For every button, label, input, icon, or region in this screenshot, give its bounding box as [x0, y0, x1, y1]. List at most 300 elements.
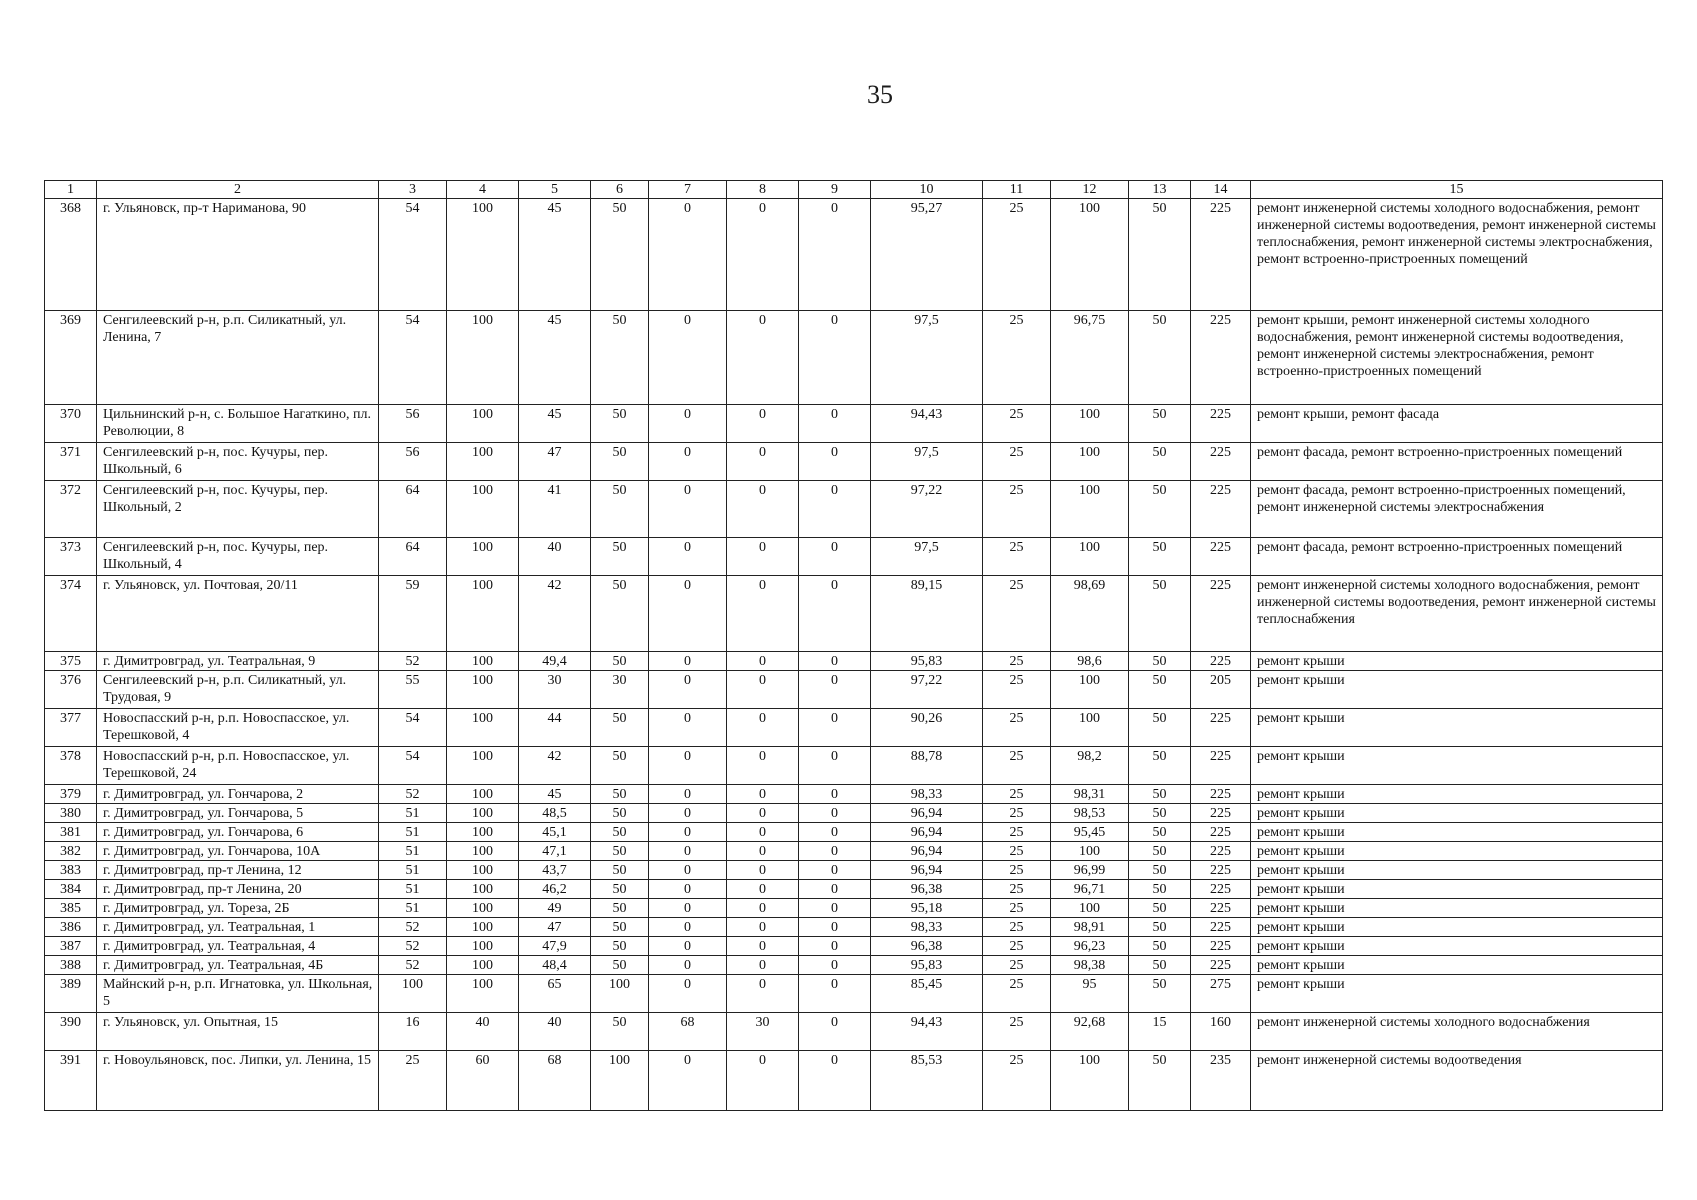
table-row — [45, 1051, 1663, 1111]
cell-col-13: 50 — [1129, 311, 1191, 405]
table-row — [45, 709, 1663, 747]
cell-col-5: 47 — [519, 443, 591, 481]
cell-col-4: 100 — [447, 311, 519, 405]
cell-col-6: 50 — [591, 311, 649, 405]
cell-col-9: 0 — [799, 709, 871, 747]
cell-row-number: 374 — [45, 576, 97, 652]
column-header-2: 2 — [97, 181, 379, 199]
cell-col-12: 100 — [1051, 709, 1129, 747]
cell-col-10: 95,83 — [871, 652, 983, 671]
cell-col-9: 0 — [799, 671, 871, 709]
cell-col-14: 225 — [1191, 937, 1251, 956]
table-row — [45, 842, 1663, 861]
cell-col-4: 100 — [447, 785, 519, 804]
cell-col-14: 225 — [1191, 709, 1251, 747]
table-row — [45, 671, 1663, 709]
cell-col-4: 100 — [447, 937, 519, 956]
cell-col-8: 0 — [727, 576, 799, 652]
cell-work-types: ремонт крыши — [1251, 652, 1663, 671]
cell-col-4: 100 — [447, 405, 519, 443]
cell-col-10: 97,5 — [871, 443, 983, 481]
cell-col-12: 100 — [1051, 405, 1129, 443]
cell-col-4: 100 — [447, 652, 519, 671]
cell-col-12: 95 — [1051, 975, 1129, 1013]
cell-address: г. Ульяновск, ул. Опытная, 15 — [97, 1013, 379, 1051]
cell-col-8: 30 — [727, 1013, 799, 1051]
cell-col-3: 64 — [379, 538, 447, 576]
cell-col-4: 100 — [447, 671, 519, 709]
cell-col-10: 96,38 — [871, 937, 983, 956]
table-row — [45, 1013, 1663, 1051]
cell-col-13: 15 — [1129, 1013, 1191, 1051]
cell-col-14: 225 — [1191, 842, 1251, 861]
cell-col-9: 0 — [799, 311, 871, 405]
cell-col-7: 0 — [649, 199, 727, 311]
cell-col-6: 50 — [591, 1013, 649, 1051]
cell-col-7: 0 — [649, 842, 727, 861]
cell-col-12: 100 — [1051, 443, 1129, 481]
cell-col-3: 54 — [379, 311, 447, 405]
cell-col-9: 0 — [799, 747, 871, 785]
cell-work-types: ремонт крыши — [1251, 975, 1663, 1013]
cell-col-5: 49 — [519, 899, 591, 918]
cell-address: Сенгилеевский р-н, пос. Кучуры, пер. Школьный, 2 — [97, 481, 379, 538]
column-header-5: 5 — [519, 181, 591, 199]
cell-row-number: 389 — [45, 975, 97, 1013]
column-header-3: 3 — [379, 181, 447, 199]
cell-work-types: ремонт крыши — [1251, 804, 1663, 823]
cell-col-3: 51 — [379, 823, 447, 842]
cell-col-9: 0 — [799, 538, 871, 576]
cell-col-10: 96,94 — [871, 804, 983, 823]
cell-work-types: ремонт крыши — [1251, 918, 1663, 937]
cell-col-5: 41 — [519, 481, 591, 538]
cell-col-8: 0 — [727, 199, 799, 311]
cell-col-14: 160 — [1191, 1013, 1251, 1051]
table-row — [45, 956, 1663, 975]
cell-col-13: 50 — [1129, 405, 1191, 443]
column-header-9: 9 — [799, 181, 871, 199]
cell-row-number: 368 — [45, 199, 97, 311]
cell-address: Новоспасский р-н, р.п. Новоспасское, ул. Терешковой, 4 — [97, 709, 379, 747]
cell-col-13: 50 — [1129, 823, 1191, 842]
cell-col-3: 16 — [379, 1013, 447, 1051]
cell-col-11: 25 — [983, 443, 1051, 481]
cell-row-number: 379 — [45, 785, 97, 804]
cell-work-types: ремонт крыши — [1251, 785, 1663, 804]
cell-col-13: 50 — [1129, 842, 1191, 861]
cell-col-9: 0 — [799, 937, 871, 956]
cell-col-8: 0 — [727, 709, 799, 747]
column-header-4: 4 — [447, 181, 519, 199]
cell-col-14: 225 — [1191, 747, 1251, 785]
table-container — [44, 180, 1663, 1111]
cell-col-9: 0 — [799, 823, 871, 842]
cell-address: Сенгилеевский р-н, пос. Кучуры, пер. Школьный, 6 — [97, 443, 379, 481]
cell-col-3: 54 — [379, 709, 447, 747]
cell-col-7: 0 — [649, 311, 727, 405]
cell-col-5: 45 — [519, 199, 591, 311]
cell-col-14: 225 — [1191, 804, 1251, 823]
cell-col-10: 97,22 — [871, 671, 983, 709]
cell-col-3: 51 — [379, 804, 447, 823]
cell-row-number: 388 — [45, 956, 97, 975]
table-row — [45, 405, 1663, 443]
table-header — [45, 181, 1663, 199]
cell-row-number: 375 — [45, 652, 97, 671]
cell-col-14: 225 — [1191, 311, 1251, 405]
cell-col-11: 25 — [983, 747, 1051, 785]
cell-col-11: 25 — [983, 311, 1051, 405]
cell-col-11: 25 — [983, 405, 1051, 443]
cell-col-4: 100 — [447, 576, 519, 652]
cell-col-4: 100 — [447, 823, 519, 842]
cell-col-10: 85,53 — [871, 1051, 983, 1111]
cell-col-5: 45 — [519, 405, 591, 443]
cell-row-number: 391 — [45, 1051, 97, 1111]
cell-col-4: 100 — [447, 899, 519, 918]
cell-col-14: 225 — [1191, 443, 1251, 481]
cell-col-7: 0 — [649, 538, 727, 576]
cell-col-13: 50 — [1129, 199, 1191, 311]
cell-col-4: 100 — [447, 842, 519, 861]
cell-col-8: 0 — [727, 956, 799, 975]
cell-col-8: 0 — [727, 538, 799, 576]
cell-col-8: 0 — [727, 747, 799, 785]
cell-address: г. Новоульяновск, пос. Липки, ул. Ленина, 15 — [97, 1051, 379, 1111]
cell-col-10: 96,94 — [871, 842, 983, 861]
cell-col-10: 96,94 — [871, 861, 983, 880]
cell-col-4: 100 — [447, 804, 519, 823]
cell-col-8: 0 — [727, 918, 799, 937]
cell-col-7: 0 — [649, 785, 727, 804]
cell-col-4: 100 — [447, 956, 519, 975]
cell-col-7: 68 — [649, 1013, 727, 1051]
cell-col-9: 0 — [799, 842, 871, 861]
cell-col-5: 46,2 — [519, 880, 591, 899]
cell-col-8: 0 — [727, 880, 799, 899]
cell-col-8: 0 — [727, 785, 799, 804]
cell-col-5: 49,4 — [519, 652, 591, 671]
cell-col-5: 47 — [519, 918, 591, 937]
cell-col-12: 98,53 — [1051, 804, 1129, 823]
cell-col-7: 0 — [649, 937, 727, 956]
cell-col-6: 50 — [591, 937, 649, 956]
cell-col-4: 40 — [447, 1013, 519, 1051]
cell-col-8: 0 — [727, 443, 799, 481]
cell-col-14: 225 — [1191, 199, 1251, 311]
cell-col-13: 50 — [1129, 576, 1191, 652]
column-header-11: 11 — [983, 181, 1051, 199]
cell-col-9: 0 — [799, 443, 871, 481]
cell-col-7: 0 — [649, 918, 727, 937]
table-body — [45, 199, 1663, 1111]
cell-col-9: 0 — [799, 899, 871, 918]
cell-work-types: ремонт крыши — [1251, 899, 1663, 918]
column-header-13: 13 — [1129, 181, 1191, 199]
cell-col-13: 50 — [1129, 975, 1191, 1013]
cell-work-types: ремонт крыши — [1251, 956, 1663, 975]
cell-col-13: 50 — [1129, 899, 1191, 918]
cell-work-types: ремонт инженерной системы водоотведения — [1251, 1051, 1663, 1111]
cell-col-13: 50 — [1129, 709, 1191, 747]
cell-col-11: 25 — [983, 199, 1051, 311]
cell-row-number: 383 — [45, 861, 97, 880]
cell-col-12: 100 — [1051, 1051, 1129, 1111]
cell-col-10: 95,83 — [871, 956, 983, 975]
cell-col-5: 45 — [519, 311, 591, 405]
cell-work-types: ремонт крыши, ремонт инженерной системы холодного водоснабжения, ремонт инженерной системы водоотведения, ремонт инженерной системы электроснабжения, ремонт встроенно-пристроенных помещений — [1251, 311, 1663, 405]
cell-col-5: 42 — [519, 747, 591, 785]
cell-row-number: 387 — [45, 937, 97, 956]
cell-col-5: 40 — [519, 538, 591, 576]
cell-work-types: ремонт крыши, ремонт фасада — [1251, 405, 1663, 443]
cell-col-6: 50 — [591, 652, 649, 671]
cell-col-10: 96,94 — [871, 823, 983, 842]
cell-col-10: 98,33 — [871, 918, 983, 937]
cell-row-number: 373 — [45, 538, 97, 576]
column-header-10: 10 — [871, 181, 983, 199]
cell-col-7: 0 — [649, 956, 727, 975]
column-header-12: 12 — [1051, 181, 1129, 199]
cell-col-3: 51 — [379, 899, 447, 918]
cell-col-7: 0 — [649, 1051, 727, 1111]
cell-address: Сенгилеевский р-н, пос. Кучуры, пер. Школьный, 4 — [97, 538, 379, 576]
cell-col-3: 59 — [379, 576, 447, 652]
cell-address: г. Димитровград, ул. Театральная, 4 — [97, 937, 379, 956]
column-header-15: 15 — [1251, 181, 1663, 199]
cell-col-4: 100 — [447, 880, 519, 899]
cell-address: г. Димитровград, ул. Театральная, 1 — [97, 918, 379, 937]
cell-col-6: 50 — [591, 823, 649, 842]
table-row — [45, 652, 1663, 671]
cell-col-8: 0 — [727, 842, 799, 861]
cell-row-number: 369 — [45, 311, 97, 405]
cell-col-10: 98,33 — [871, 785, 983, 804]
cell-col-4: 100 — [447, 975, 519, 1013]
cell-col-6: 50 — [591, 709, 649, 747]
cell-col-14: 225 — [1191, 785, 1251, 804]
cell-col-3: 100 — [379, 975, 447, 1013]
cell-col-11: 25 — [983, 956, 1051, 975]
cell-col-10: 90,26 — [871, 709, 983, 747]
cell-col-13: 50 — [1129, 652, 1191, 671]
cell-col-13: 50 — [1129, 785, 1191, 804]
cell-col-10: 88,78 — [871, 747, 983, 785]
cell-col-6: 50 — [591, 538, 649, 576]
table-row — [45, 538, 1663, 576]
cell-col-10: 97,5 — [871, 538, 983, 576]
cell-col-14: 225 — [1191, 405, 1251, 443]
cell-work-types: ремонт фасада, ремонт встроенно-пристроенных помещений — [1251, 538, 1663, 576]
cell-col-5: 30 — [519, 671, 591, 709]
cell-col-12: 98,38 — [1051, 956, 1129, 975]
cell-col-13: 50 — [1129, 1051, 1191, 1111]
cell-col-14: 225 — [1191, 899, 1251, 918]
cell-col-5: 47,9 — [519, 937, 591, 956]
cell-work-types: ремонт инженерной системы холодного водоснабжения, ремонт инженерной системы водоотведения, ремонт инженерной системы теплоснабжения — [1251, 576, 1663, 652]
cell-col-14: 225 — [1191, 880, 1251, 899]
header-row — [45, 181, 1663, 199]
cell-col-3: 55 — [379, 671, 447, 709]
cell-row-number: 386 — [45, 918, 97, 937]
cell-col-11: 25 — [983, 785, 1051, 804]
table-row — [45, 199, 1663, 311]
cell-col-5: 48,5 — [519, 804, 591, 823]
cell-col-7: 0 — [649, 975, 727, 1013]
cell-col-8: 0 — [727, 1051, 799, 1111]
cell-col-12: 100 — [1051, 899, 1129, 918]
cell-col-10: 95,18 — [871, 899, 983, 918]
cell-work-types: ремонт крыши — [1251, 709, 1663, 747]
cell-col-7: 0 — [649, 747, 727, 785]
cell-col-12: 98,31 — [1051, 785, 1129, 804]
cell-col-3: 56 — [379, 405, 447, 443]
cell-col-13: 50 — [1129, 481, 1191, 538]
cell-col-8: 0 — [727, 937, 799, 956]
table-row — [45, 918, 1663, 937]
cell-col-8: 0 — [727, 861, 799, 880]
cell-row-number: 370 — [45, 405, 97, 443]
cell-address: г. Димитровград, ул. Гончарова, 10А — [97, 842, 379, 861]
cell-col-11: 25 — [983, 576, 1051, 652]
cell-work-types: ремонт крыши — [1251, 842, 1663, 861]
cell-col-6: 50 — [591, 785, 649, 804]
cell-col-11: 25 — [983, 918, 1051, 937]
table-row — [45, 823, 1663, 842]
table-row — [45, 481, 1663, 538]
cell-col-6: 50 — [591, 918, 649, 937]
cell-address: г. Димитровград, пр-т Ленина, 20 — [97, 880, 379, 899]
cell-col-4: 100 — [447, 747, 519, 785]
cell-address: г. Ульяновск, пр-т Нариманова, 90 — [97, 199, 379, 311]
cell-col-12: 100 — [1051, 199, 1129, 311]
cell-col-12: 100 — [1051, 538, 1129, 576]
cell-col-10: 94,43 — [871, 405, 983, 443]
cell-col-12: 96,99 — [1051, 861, 1129, 880]
cell-col-8: 0 — [727, 671, 799, 709]
cell-col-5: 43,7 — [519, 861, 591, 880]
cell-address: Майнский р-н, р.п. Игнатовка, ул. Школьная, 5 — [97, 975, 379, 1013]
cell-col-12: 98,2 — [1051, 747, 1129, 785]
cell-col-10: 97,5 — [871, 311, 983, 405]
cell-col-4: 100 — [447, 709, 519, 747]
cell-col-12: 100 — [1051, 671, 1129, 709]
table-row — [45, 443, 1663, 481]
cell-col-6: 50 — [591, 576, 649, 652]
cell-col-5: 42 — [519, 576, 591, 652]
cell-col-10: 96,38 — [871, 880, 983, 899]
cell-address: г. Димитровград, ул. Театральная, 4Б — [97, 956, 379, 975]
cell-col-11: 25 — [983, 1013, 1051, 1051]
cell-col-13: 50 — [1129, 671, 1191, 709]
cell-address: г. Димитровград, пр-т Ленина, 12 — [97, 861, 379, 880]
cell-address: г. Димитровград, ул. Театральная, 9 — [97, 652, 379, 671]
cell-col-9: 0 — [799, 975, 871, 1013]
cell-address: г. Димитровград, ул. Тореза, 2Б — [97, 899, 379, 918]
cell-col-6: 50 — [591, 804, 649, 823]
cell-col-5: 65 — [519, 975, 591, 1013]
cell-col-9: 0 — [799, 652, 871, 671]
cell-col-7: 0 — [649, 880, 727, 899]
cell-work-types: ремонт фасада, ремонт встроенно-пристроенных помещений, ремонт инженерной системы электроснабжения — [1251, 481, 1663, 538]
table-row — [45, 804, 1663, 823]
cell-col-12: 96,23 — [1051, 937, 1129, 956]
cell-col-5: 44 — [519, 709, 591, 747]
cell-col-7: 0 — [649, 405, 727, 443]
cell-col-6: 50 — [591, 199, 649, 311]
cell-col-6: 50 — [591, 747, 649, 785]
cell-col-14: 225 — [1191, 576, 1251, 652]
cell-col-8: 0 — [727, 311, 799, 405]
cell-row-number: 378 — [45, 747, 97, 785]
cell-col-12: 100 — [1051, 481, 1129, 538]
cell-col-11: 25 — [983, 823, 1051, 842]
table-row — [45, 785, 1663, 804]
cell-col-11: 25 — [983, 652, 1051, 671]
cell-col-8: 0 — [727, 804, 799, 823]
cell-col-10: 94,43 — [871, 1013, 983, 1051]
cell-col-11: 25 — [983, 671, 1051, 709]
cell-work-types: ремонт крыши — [1251, 861, 1663, 880]
cell-col-7: 0 — [649, 481, 727, 538]
cell-col-8: 0 — [727, 823, 799, 842]
cell-row-number: 382 — [45, 842, 97, 861]
cell-col-11: 25 — [983, 804, 1051, 823]
cell-row-number: 385 — [45, 899, 97, 918]
cell-col-3: 51 — [379, 842, 447, 861]
cell-address: г. Димитровград, ул. Гончарова, 2 — [97, 785, 379, 804]
cell-col-6: 50 — [591, 880, 649, 899]
cell-col-10: 89,15 — [871, 576, 983, 652]
cell-col-11: 25 — [983, 481, 1051, 538]
cell-col-14: 225 — [1191, 481, 1251, 538]
cell-col-11: 25 — [983, 880, 1051, 899]
cell-col-7: 0 — [649, 443, 727, 481]
cell-row-number: 376 — [45, 671, 97, 709]
cell-col-14: 225 — [1191, 918, 1251, 937]
cell-col-10: 97,22 — [871, 481, 983, 538]
cell-col-8: 0 — [727, 405, 799, 443]
cell-work-types: ремонт инженерной системы холодного водоснабжения, ремонт инженерной системы водоотведения, ремонт инженерной системы теплоснабжения, ремонт инженерной системы электроснабжения, ремонт встроенно-пристроенных помещений — [1251, 199, 1663, 311]
cell-address: г. Ульяновск, ул. Почтовая, 20/11 — [97, 576, 379, 652]
cell-col-9: 0 — [799, 956, 871, 975]
table-row — [45, 899, 1663, 918]
cell-col-9: 0 — [799, 785, 871, 804]
cell-col-13: 50 — [1129, 956, 1191, 975]
cell-row-number: 380 — [45, 804, 97, 823]
cell-col-9: 0 — [799, 405, 871, 443]
cell-col-4: 60 — [447, 1051, 519, 1111]
cell-col-7: 0 — [649, 709, 727, 747]
table-row — [45, 975, 1663, 1013]
column-header-6: 6 — [591, 181, 649, 199]
cell-col-11: 25 — [983, 538, 1051, 576]
cell-col-7: 0 — [649, 823, 727, 842]
cell-col-8: 0 — [727, 481, 799, 538]
cell-col-14: 225 — [1191, 956, 1251, 975]
cell-col-9: 0 — [799, 804, 871, 823]
cell-col-14: 225 — [1191, 652, 1251, 671]
cell-col-7: 0 — [649, 899, 727, 918]
cell-col-4: 100 — [447, 538, 519, 576]
cell-col-6: 50 — [591, 899, 649, 918]
cell-col-9: 0 — [799, 1051, 871, 1111]
cell-col-11: 25 — [983, 861, 1051, 880]
cell-col-7: 0 — [649, 652, 727, 671]
table-row — [45, 937, 1663, 956]
cell-col-5: 45 — [519, 785, 591, 804]
